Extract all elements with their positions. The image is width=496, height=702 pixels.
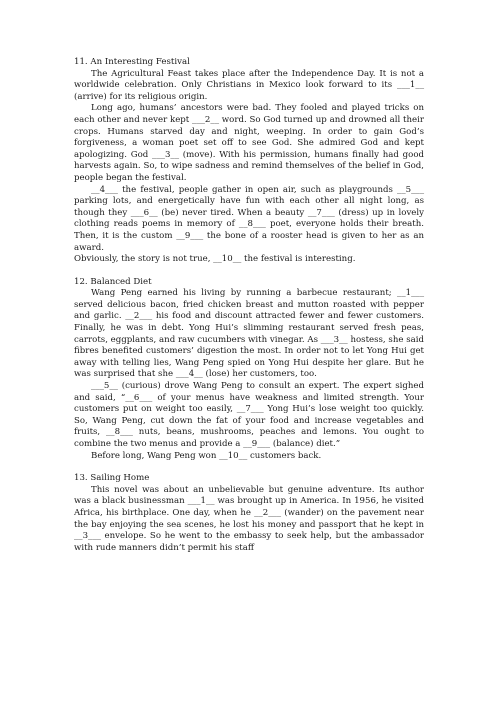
paragraph: Obviously, the story is not true, __10__ the festival is interesting. <box>74 254 356 265</box>
section-12 <box>74 277 424 463</box>
paragraph: Before long, Wang Peng won __10__ customers back. <box>91 450 322 461</box>
paragraph: __4___ the festival, people gather in open air, such as playgrounds __5___ parking lots, and energetically have fun with each other all night long, as though they ___6__ (be) never tired. When a beauty __7___ (dress) up in lovely clothing reads poems in memory of __8___ poet, everyone holds their breath. Then, it is the custom __9___ the bone of a rooster head is given to her as an award. <box>74 184 424 253</box>
document-page <box>74 57 424 565</box>
paragraph: The Agricultural Feast takes place after the Independence Day. It is not a worldwide celebration. Only Christians in Mexico look forward to its ___1__ (arrive) for its religious origin. <box>74 68 424 102</box>
paragraph: This novel was about an unbelievable but genuine adventure. Its author was a black businessman ___1__ was brought up in America. In 1956, he visited Africa, his birthplace. One day, when he __2___ (wander) on the pavement near the bay enjoying the sea scenes, he lost his money and passport that he kept in __3___ envelope. So he went to the embassy to seek help, but the ambassador with rude manners didn’t permit his staff <box>74 484 424 553</box>
paragraph: Long ago, humans’ ancestors were bad. They fooled and played tricks on each other and never kept ___2__ word. So God turned up and drowned all their crops. Humans starved day and night, weeping. In order to gain God’s forgiveness, a woman poet set off to see God. She admired God and kept apologizing. God ___3__ (move). With his permission, humans finally had good harvests again. So, to wipe sadness and remind themselves of the belief in God, people began the festival. <box>74 103 424 183</box>
section-13 <box>74 473 424 554</box>
section-title: 11. An Interesting Festival <box>74 57 190 67</box>
section-title: 12. Balanced Diet <box>74 276 152 287</box>
paragraph: ___5__ (curious) drove Wang Peng to consult an expert. The expert sighed and said, “__6___ of your menus have weakness and limited strength. Your customers put on weight too easily, __7___ Yong Hui’s lose weight too quickly. So, Wang Peng, cut down the fat of your food and increase vegetables and fruits, __8___ nuts, beans, mushrooms, peaches and lemons. You ought to combine the two menus and provide a __9___ (balance) diet.” <box>74 381 424 449</box>
paragraph: Wang Peng earned his living by running a barbecue restaurant; __1___ served delicious bacon, fried chicken breast and mutton roasted with pepper and garlic. __2___ his food and discount attracted fewer and fewer customers. Finally, he was in debt. Yong Hui’s slimming restaurant served fresh peas, carrots, eggplants, and raw cucumbers with vinegar. As ___3__ hostess, she said fibres benefited customers’ digestion the most. In order not to let Yong Hui get away with telling lies, Wang Peng spied on Yong Hui despite her glare. But he was surprised that she ___4__ (lose) her customers, too. <box>74 288 424 380</box>
section-11 <box>74 57 424 266</box>
section-title: 13. Sailing Home <box>74 473 150 484</box>
